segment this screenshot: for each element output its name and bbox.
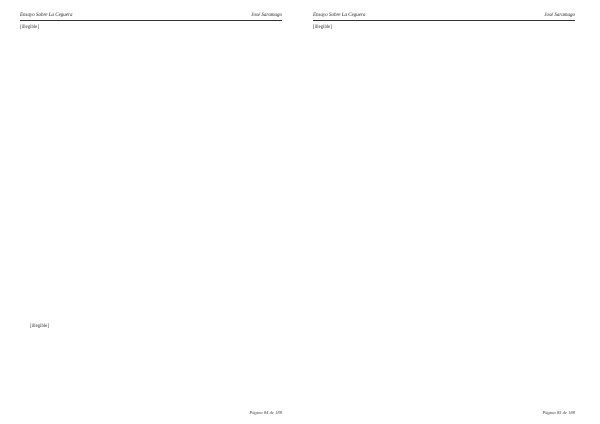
paragraph: [illegible] [20, 25, 39, 30]
right-header-author: José Saramago [544, 13, 575, 18]
left-running-header [20, 11, 282, 21]
right-page-number: Página 85 de 188 [542, 410, 575, 415]
right-running-header [313, 11, 575, 21]
left-page-number: Página 84 de 188 [249, 410, 282, 415]
left-text-block-1 [20, 25, 282, 31]
paragraph: [illegible] [30, 324, 49, 329]
paragraph: [illegible] [313, 25, 332, 30]
left-text-block-2 [20, 324, 282, 330]
left-header-author: José Saramago [251, 13, 282, 18]
left-header-title: Ensayo Sobre La Ceguera [20, 13, 73, 18]
right-page [313, 0, 575, 424]
right-text-block-1 [313, 25, 575, 31]
left-page [20, 0, 282, 424]
right-header-title: Ensayo Sobre La Ceguera [313, 13, 366, 18]
